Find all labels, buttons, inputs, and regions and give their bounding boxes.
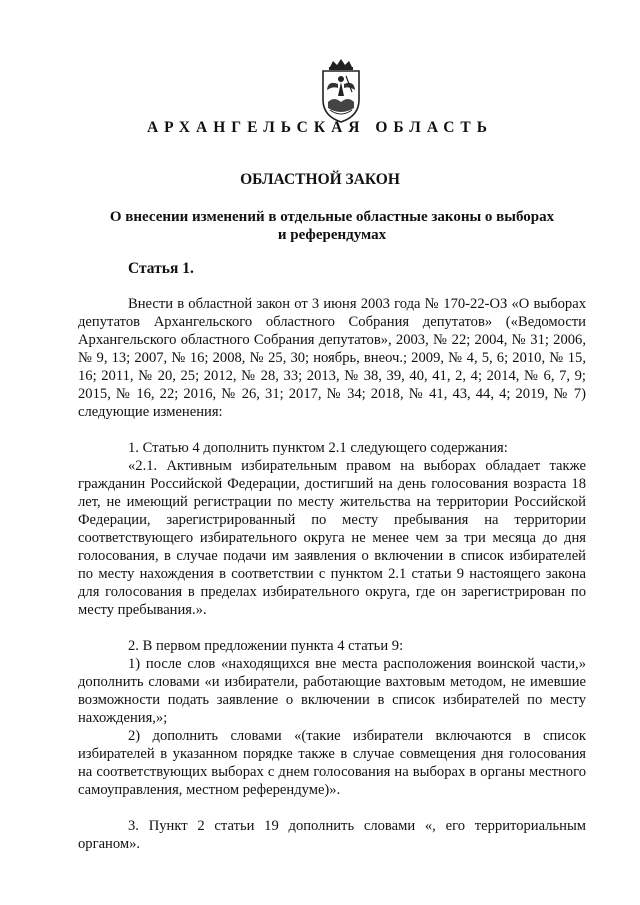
- region-title: АРХАНГЕЛЬСКАЯ ОБЛАСТЬ: [146, 119, 494, 136]
- body-paragraph: Внести в областной закон от 3 июня 2003 года № 170-22-ОЗ «О выборах депутатов Архангельского областного Собрания депутатов» («Ведомости Архангельского областного Собрания депутатов», 2003, № 22; 2004, № 31; 2006, № 9, 13; 2007, № 16; 2008, № 25, 30; ноябрь, внеоч.; 2009, № 4, 5, 6; 2010, № 15, 16; 2011, № 20, 25; 2012, № 28, 33; 2013, № 38, 39, 40, 41, 2, 4; 2014, № 6, 7, 9; 2015, № 16, 22; 2016, № 26, 31; 2017, № 34; 2018, № 41, 43, 44, 4; 2019, № 7) следующие изменения:: [78, 296, 586, 420]
- document-type: ОБЛАСТНОЙ ЗАКОН: [240, 171, 400, 188]
- body-paragraph: 1. Статью 4 дополнить пунктом 2.1 следующего содержания:: [128, 440, 508, 456]
- body-paragraph: 1) после слов «находящихся вне места расположения воинской части,» дополнить словами «и избиратели, работающие вахтовым методом, не имевшие возможности подать заявление о включении в список избирателей по месту нахождения,»;: [78, 656, 586, 726]
- body-paragraph: 2. В первом предложении пункта 4 статьи 9:: [128, 638, 404, 654]
- body-paragraph: «2.1. Активным избирательным правом на выборах обладает также гражданин Российской Федерации, достигший на день голосования возраста 18 лет, не имеющий регистрации по месту жительства на территории Российской Федерации, зарегистрированный по месту пребывания на территории соответствующего избирательного округа не менее чем за три месяца до дня голосования, в случае подачи им заявления о включении в список избирателей по месту нахождения в соответствии с пунктом 2.1 статьи 9 настоящего закона для голосования в пределах избирательного округа, где он зарегистрирован по месту пребывания.».: [78, 458, 586, 618]
- body-paragraph: 2) дополнить словами «(такие избиратели включаются в список избирателей в указанном порядке также в случае совмещения дня голосования на соответствующих выборах с днем голосования на выборах в органы местного самоуправления, местном референдуме)».: [78, 728, 586, 798]
- article-title: Статья 1.: [128, 260, 194, 277]
- law-subject-line-1: О внесении изменений в отдельные областные законы о выборах: [109, 209, 555, 225]
- body-paragraph: 3. Пункт 2 статьи 19 дополнить словами «, его территориальным органом».: [78, 818, 586, 852]
- coat-of-arms-archangel-icon: [314, 58, 368, 124]
- law-subject-line-2: и референдумах: [277, 227, 387, 243]
- law-subject: [78, 208, 586, 244]
- document-body: [78, 295, 586, 853]
